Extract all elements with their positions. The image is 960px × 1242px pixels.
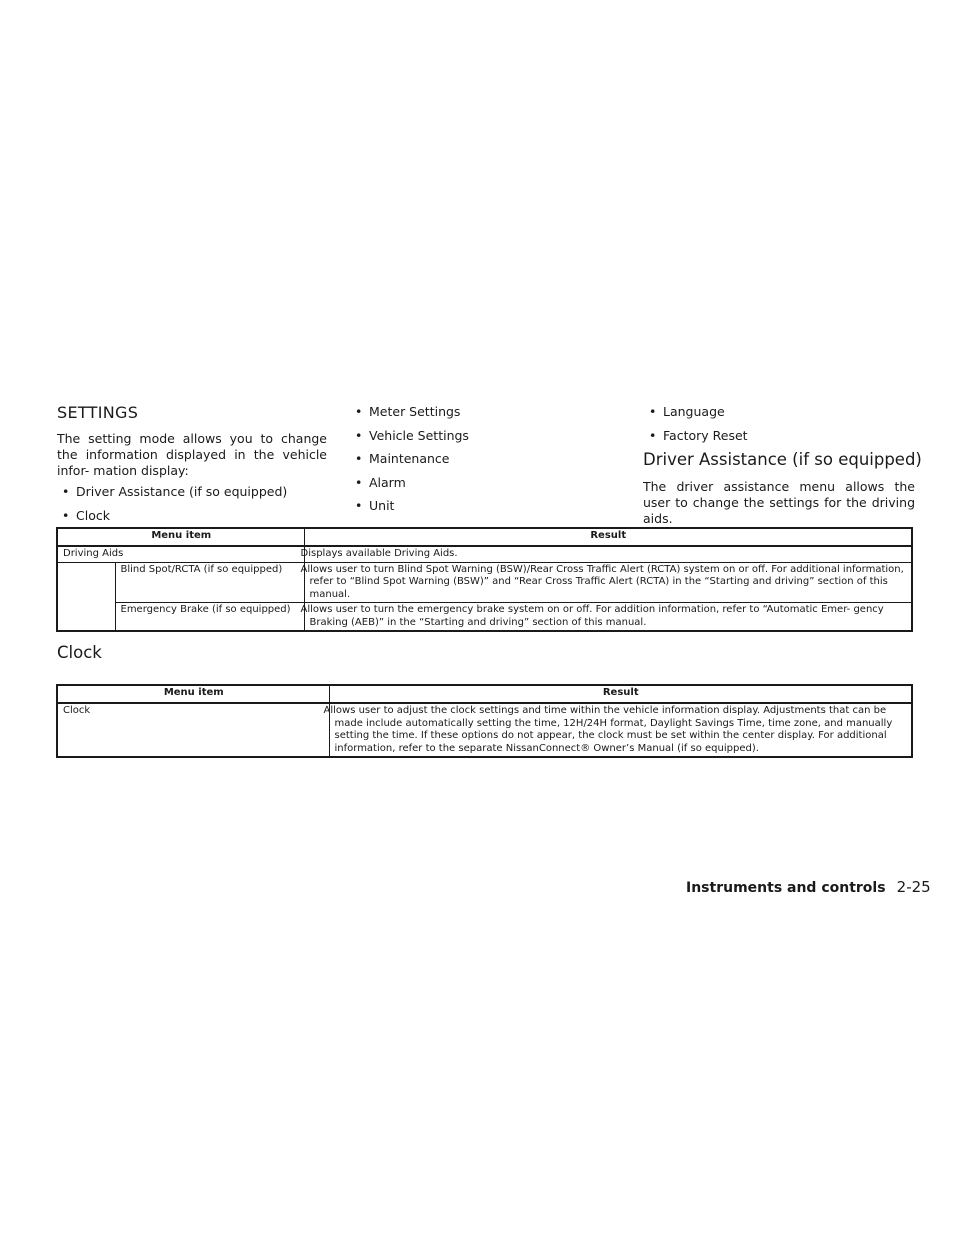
settings-intro: The setting mode allows you to change the information displayed in the vehicle infor- mation display: <box>57 431 327 478</box>
menu-item-cell: Driving Aids <box>57 546 304 562</box>
driver-assistance-intro: The driver assistance menu allows the user to change the settings for the driving aids. <box>643 479 915 526</box>
column-header-result: Result <box>304 528 912 546</box>
list-item: • Language <box>649 404 725 419</box>
table-row <box>57 546 912 562</box>
list-item: • Clock <box>62 507 110 523</box>
table-row <box>57 562 912 603</box>
table-row <box>57 703 912 757</box>
result-cell: Allows user to turn Blind Spot Warning (BSW)/Rear Cross Traffic Alert (RCTA) system on or off. For additional information, refer to “Blind Spot Warning (BSW)” and “Rear Cross Traffic Alert (RCTA) in the “Starting and driving” section of this manual. <box>304 562 912 603</box>
result-cell: Displays available Driving Aids. <box>304 546 912 562</box>
column-header-menu-item: Menu item <box>57 528 304 546</box>
column-header-menu-item: Menu item <box>57 685 329 703</box>
driver-assistance-heading: Driver Assistance (if so equipped) <box>643 450 922 469</box>
clock-table <box>56 684 913 758</box>
list-item: • Meter Settings <box>355 404 461 419</box>
list-item: • Driver Assistance (if so equipped) <box>62 484 288 499</box>
footer-page-number: 2-25 <box>896 878 931 896</box>
menu-item-cell: Blind Spot/RCTA (if so equipped) <box>115 562 304 603</box>
column-header-result: Result <box>329 685 912 703</box>
page-footer <box>686 877 931 896</box>
result-cell: Allows user to adjust the clock settings and time within the vehicle information display. Adjustments that can be made include automatically setting the time, 12H/24H format, Daylight Savings Time, time zone, and manually setting the time. If these options do not appear, the clock must be set within the center display. For additional information, refer to the separate NissanConnect® Owner’s Manual (if so equipped). <box>329 703 912 757</box>
clock-heading: Clock <box>57 643 102 662</box>
settings-bullets-col3 <box>649 404 748 451</box>
list-item: • Vehicle Settings <box>355 427 469 443</box>
footer-section-title: Instruments and controls <box>686 880 886 896</box>
list-item: • Factory Reset <box>649 427 748 443</box>
result-cell: Allows user to turn the emergency brake system on or off. For addition information, refer to “Automatic Emer- gency Braking (AEB)” in the “Starting and driving” section of this manual. <box>304 603 912 632</box>
settings-bullets-col1 <box>62 484 287 531</box>
list-item: • Maintenance <box>355 451 450 466</box>
table-header-row <box>57 528 912 546</box>
settings-heading: SETTINGS <box>57 403 139 422</box>
table-row <box>57 603 912 632</box>
list-item: • Alarm <box>355 474 406 490</box>
table-header-row <box>57 685 912 703</box>
settings-bullets-col2 <box>355 404 469 522</box>
list-item: • Unit <box>355 498 395 513</box>
indent-spacer <box>57 562 115 631</box>
driver-assistance-table <box>56 527 913 632</box>
menu-item-cell: Clock <box>57 703 329 757</box>
menu-item-cell: Emergency Brake (if so equipped) <box>115 603 304 632</box>
